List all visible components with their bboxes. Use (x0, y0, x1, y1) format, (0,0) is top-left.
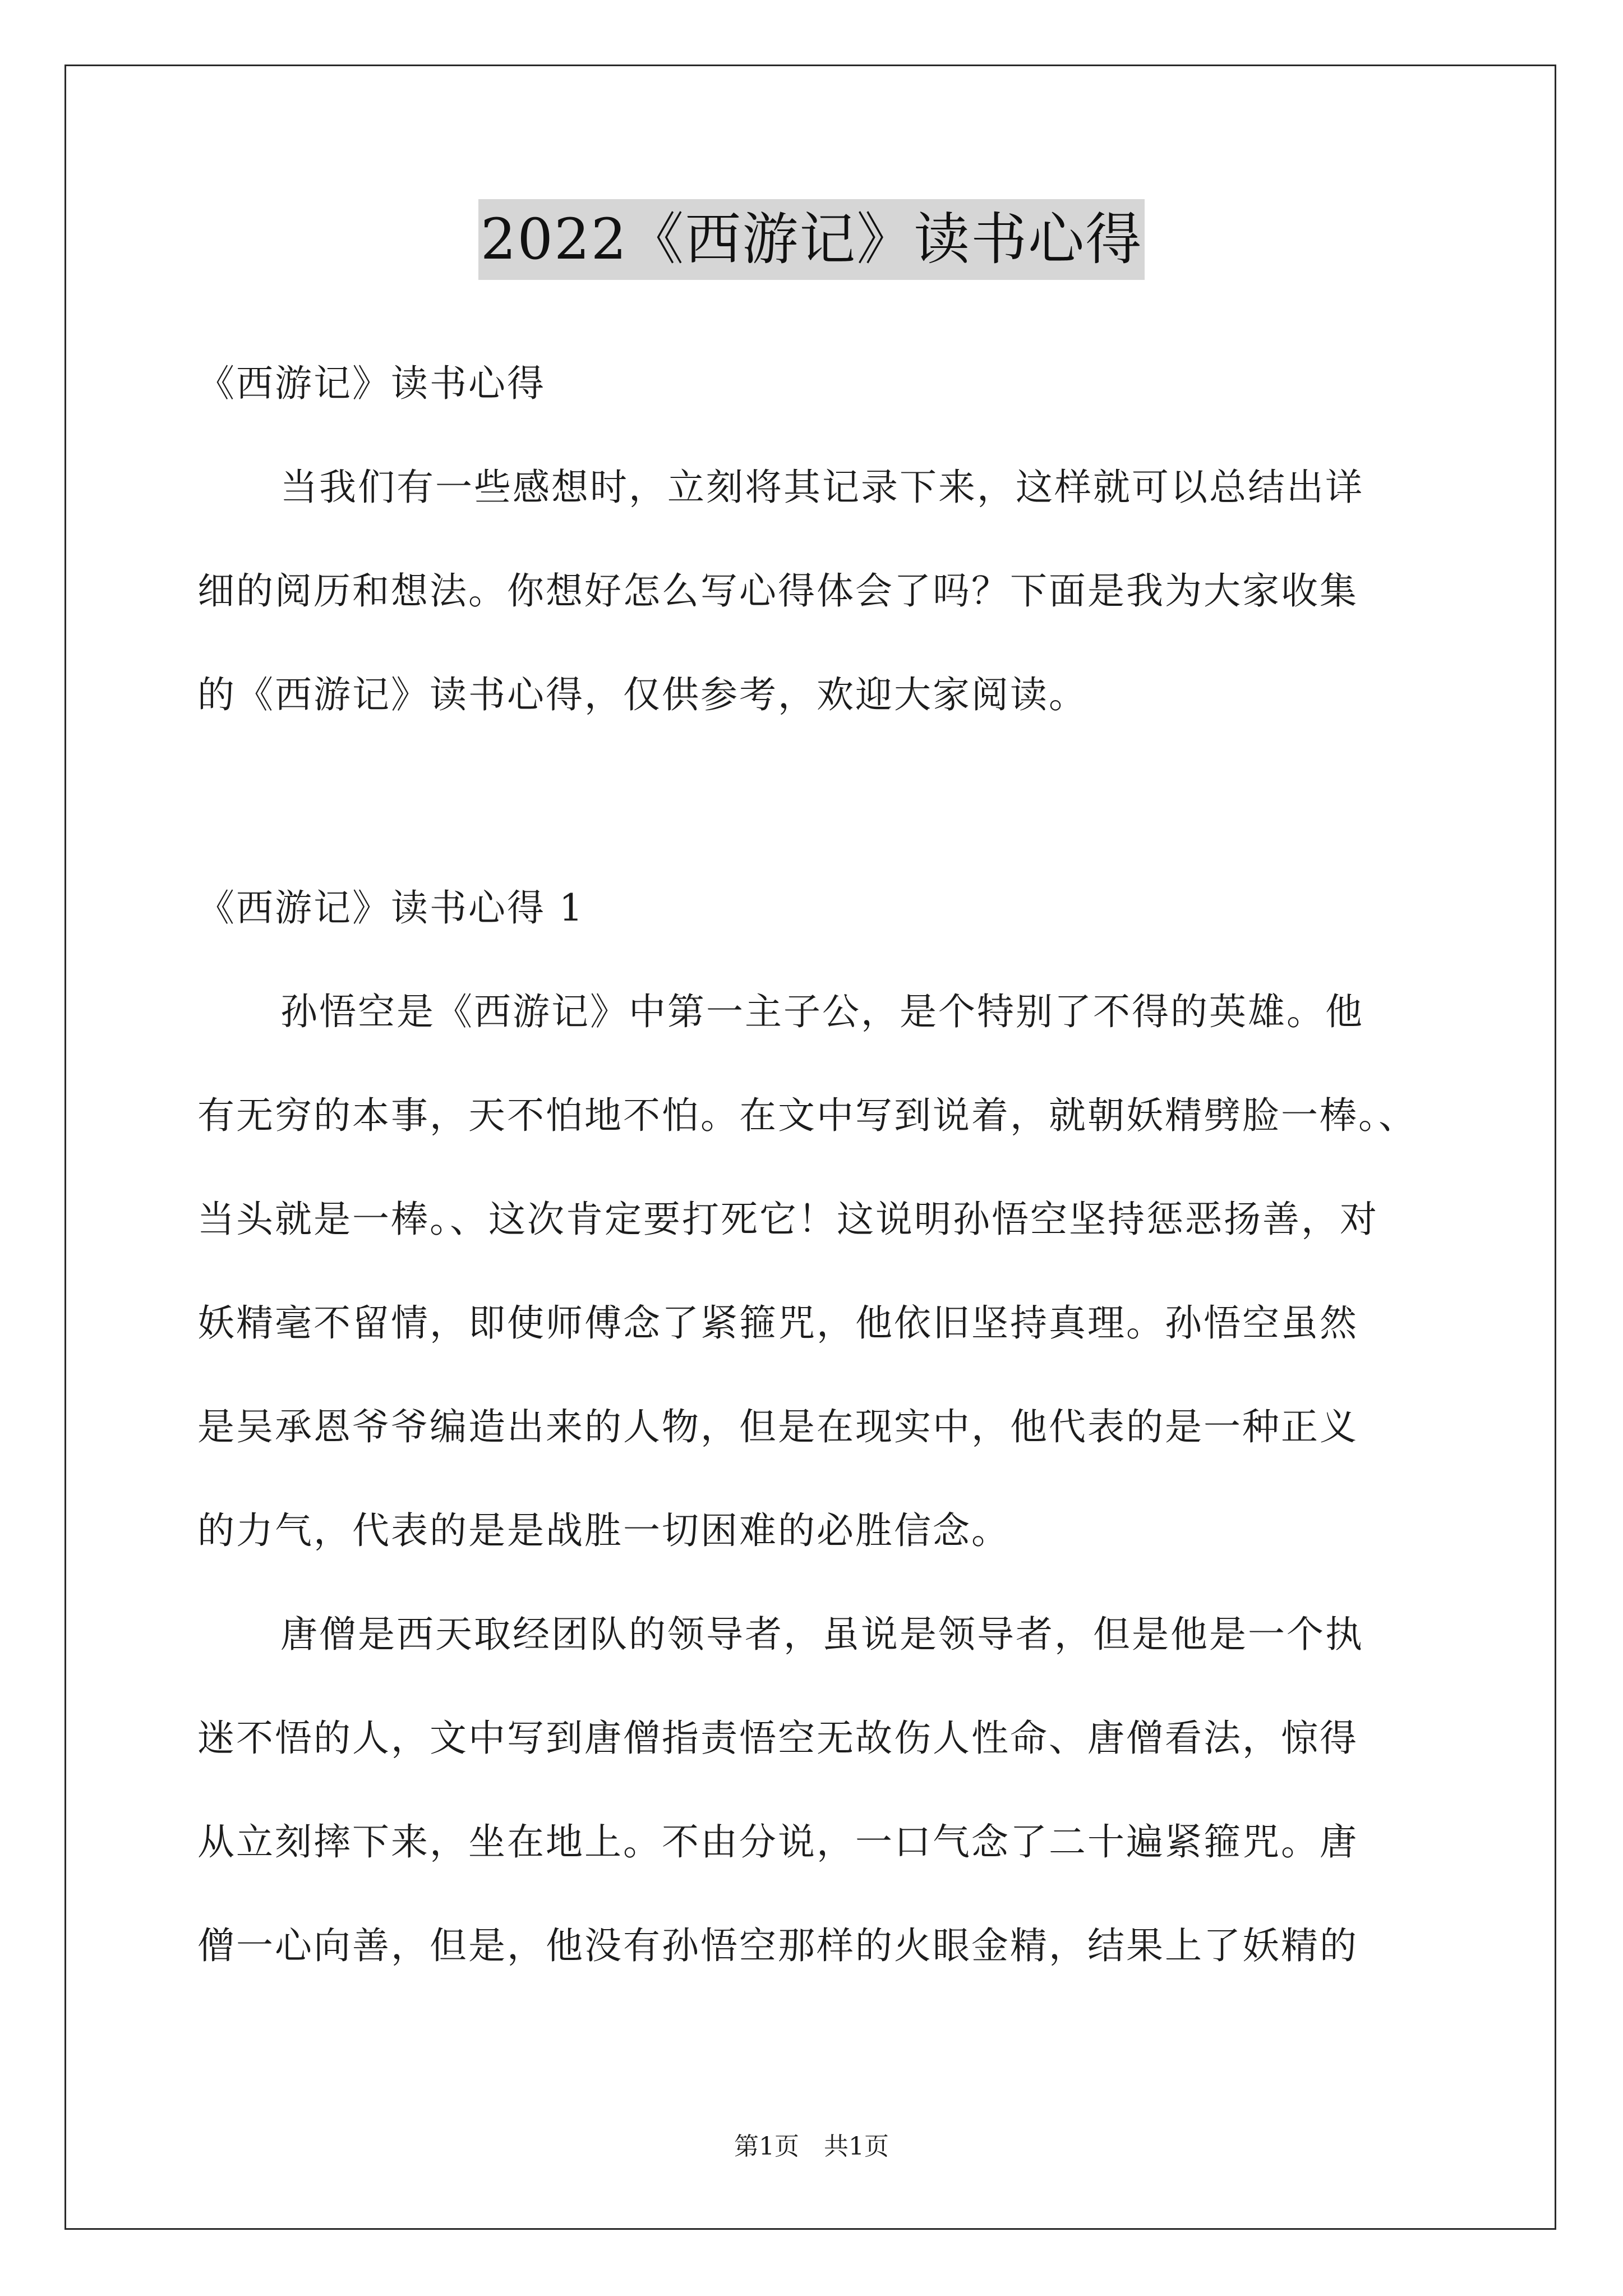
paragraph-line: 孙悟空是《西游记》中第一主子公，是个特别了不得的英雄。他 (280, 990, 1364, 1033)
paragraph-line: 从立刻摔下来，坐在地上。不由分说，一口气念了二十遍紧箍咒。唐 (197, 1820, 1358, 1864)
paragraph-line: 妖精毫不留情，即使师傅念了紧箍咒，他依旧坚持真理。孙悟空虽然 (197, 1301, 1358, 1345)
paragraph-line: 僧一心向善，但是，他没有孙悟空那样的火眼金精，结果上了妖精的 (197, 1924, 1358, 1967)
intro-line: 当我们有一些感想时，立刻将其记录下来，这样就可以总结出详 (280, 466, 1364, 509)
paragraph-line: 的力气，代表的是是战胜一切困难的必胜信念。 (197, 1509, 1010, 1552)
document-title: 2022《西游记》读书心得 (478, 199, 1145, 280)
paragraph-line: 有无穷的本事，天不怕地不怕。在文中写到说着，就朝妖精劈脸一棒。、 (197, 1094, 1417, 1137)
title-container (0, 199, 1623, 280)
section-heading: 《西游记》读书心得 1 (197, 886, 584, 930)
intro-line: 的《西游记》读书心得，仅供参考，欢迎大家阅读。 (197, 673, 1087, 716)
paragraph-line: 唐僧是西天取经团队的领导者，虽说是领导者，但是他是一个执 (280, 1613, 1364, 1656)
page-footer: 第1页 共1页 (734, 2132, 889, 2161)
paragraph-line: 当头就是一棒。、这次肯定要打死它！这说明孙悟空坚持惩恶扬善，对 (197, 1198, 1378, 1241)
paragraph-line: 是吴承恩爷爷编造出来的人物，但是在现实中，他代表的是一种正义 (197, 1405, 1358, 1448)
intro-line: 细的阅历和想法。你想好怎么写心得体会了吗？下面是我为大家收集 (197, 569, 1358, 613)
subtitle: 《西游记》读书心得 (197, 362, 546, 405)
paragraph-line: 迷不悟的人，文中写到唐僧指责悟空无故伤人性命、唐僧看法，惊得 (197, 1717, 1358, 1760)
